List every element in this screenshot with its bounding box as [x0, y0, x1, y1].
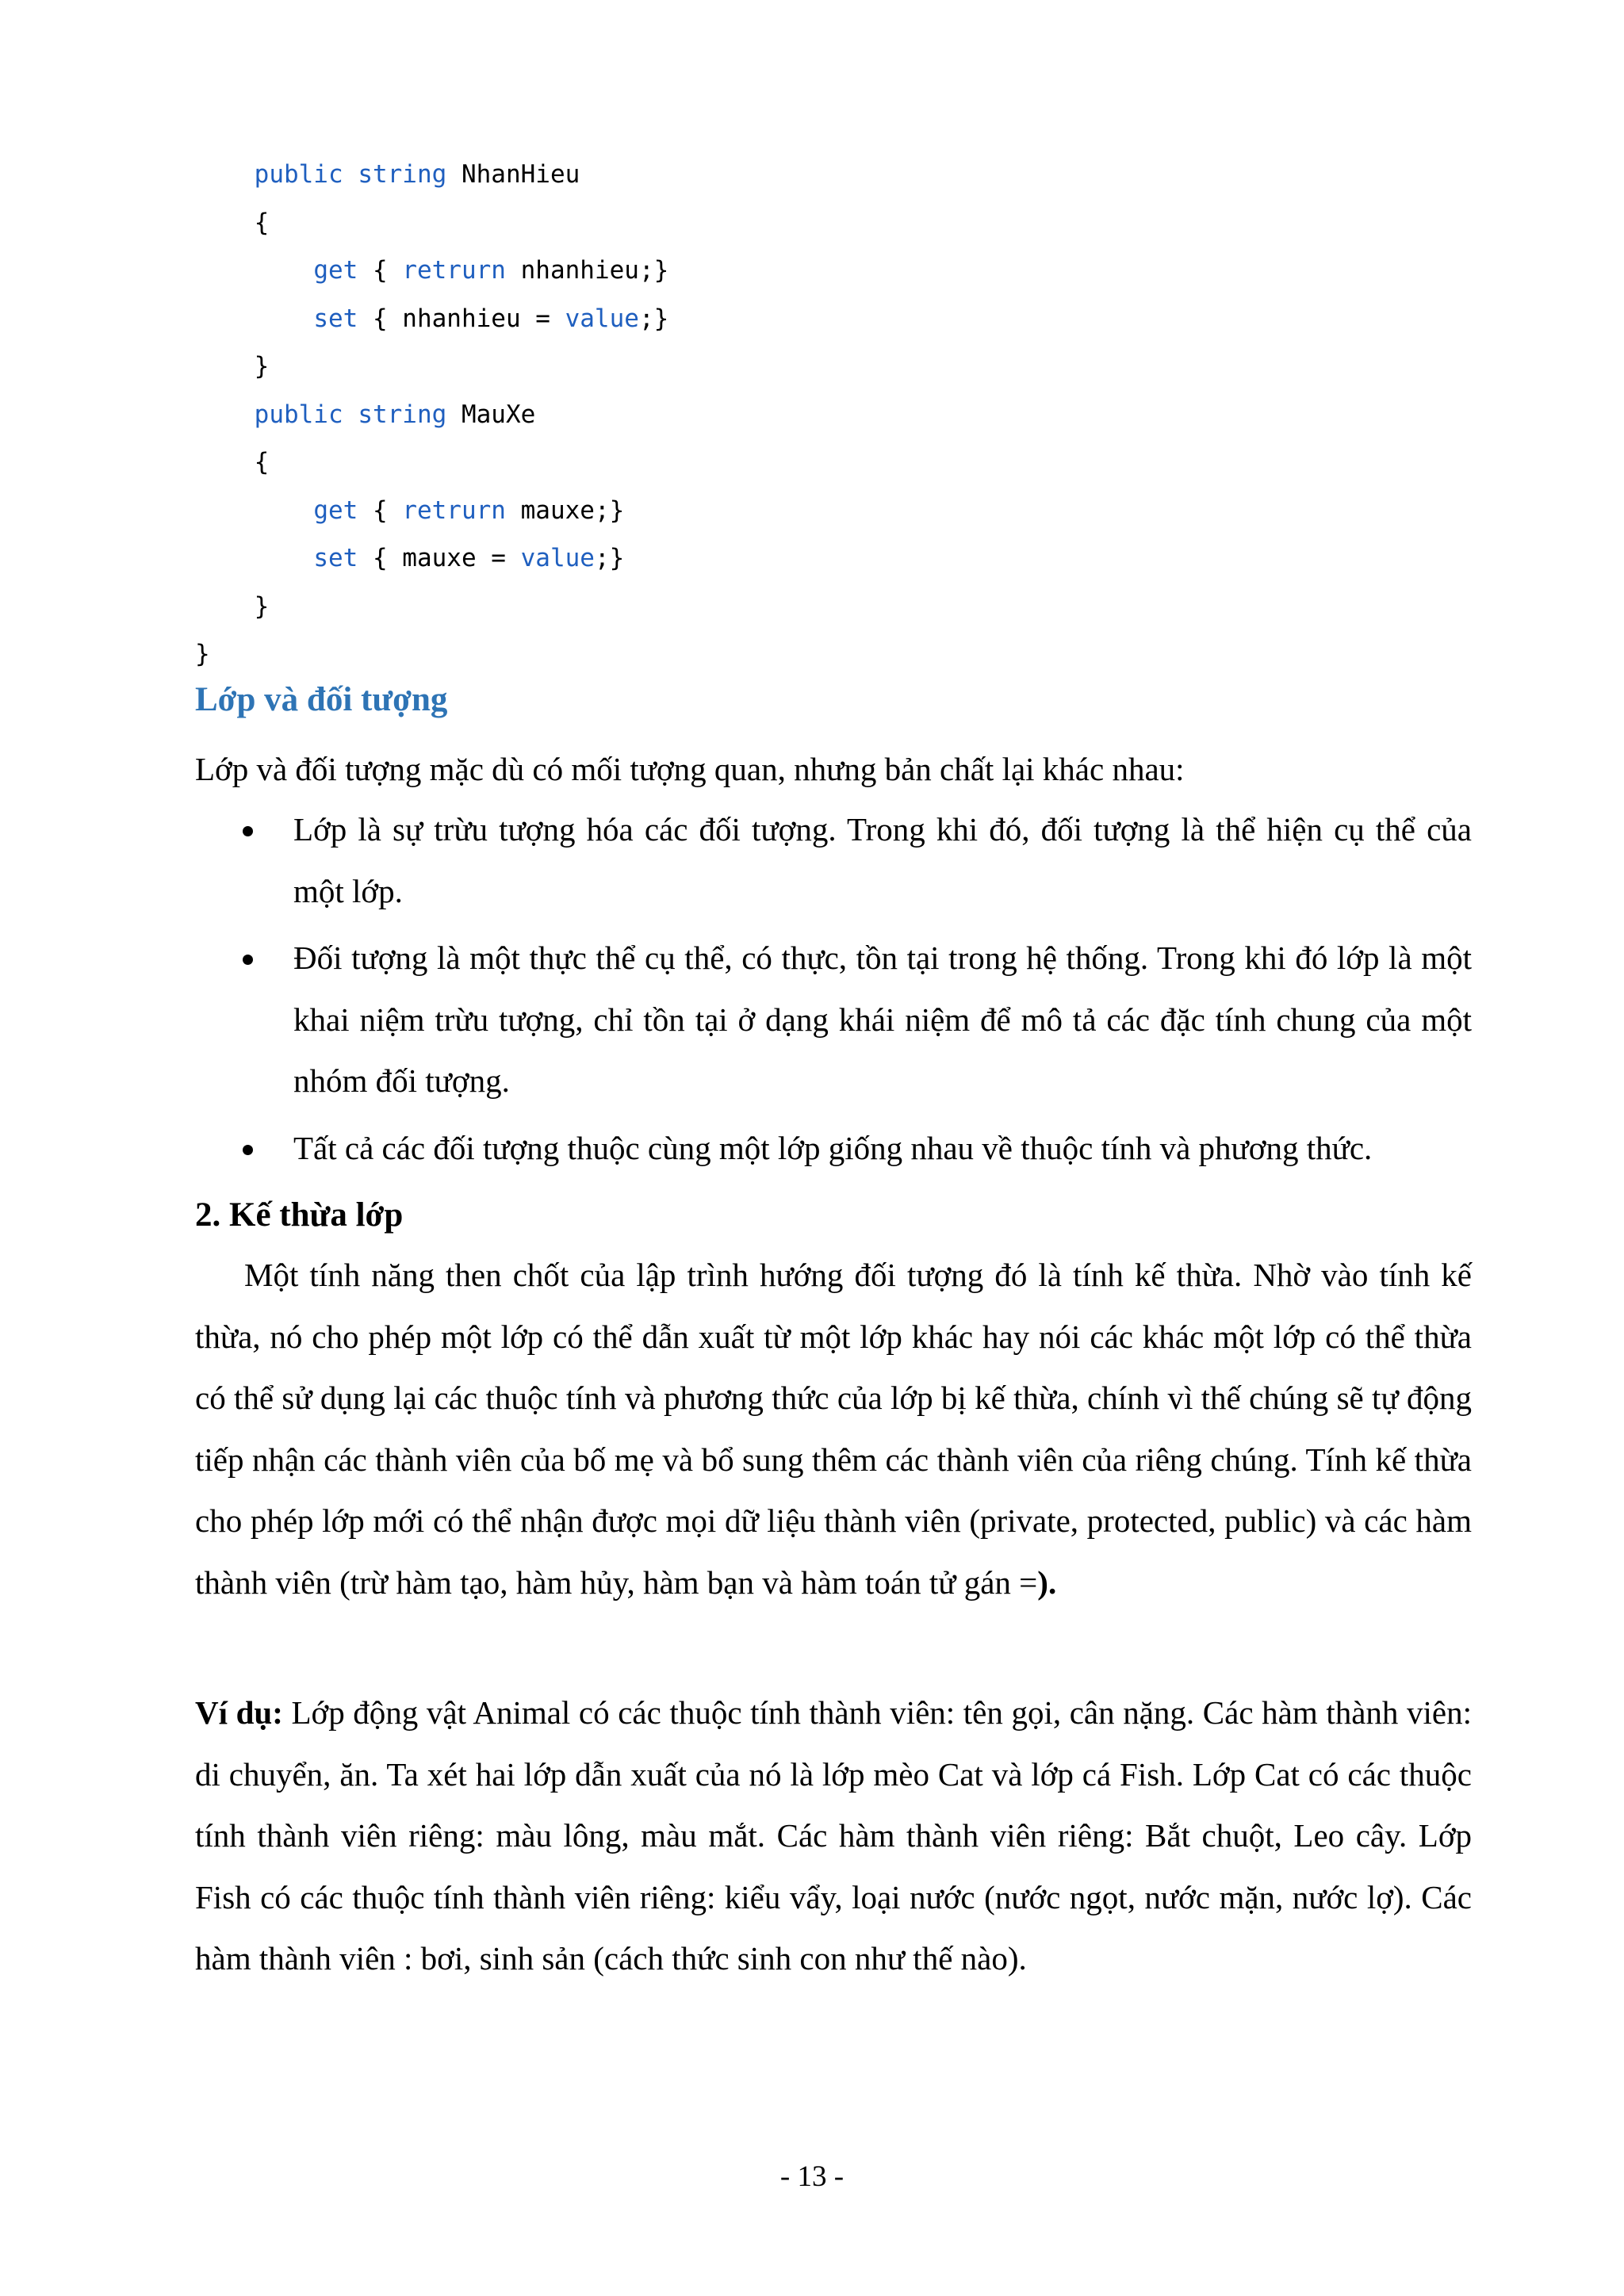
inheritance-paragraph [195, 1245, 1472, 1613]
example-label: Ví dụ: [195, 1694, 283, 1731]
code-keyword: string [358, 160, 447, 189]
code-line [195, 438, 668, 487]
code-line [195, 247, 668, 295]
bullet-icon [243, 955, 253, 965]
code-line [195, 534, 668, 583]
bullet-item [195, 928, 1472, 1112]
code-text: } [254, 352, 270, 381]
page-number: - 13 - [779, 2160, 845, 2193]
example-paragraph [195, 1682, 1472, 1990]
code-text: { mauxe = [358, 544, 521, 572]
code-line [195, 487, 668, 535]
code-line [195, 295, 668, 343]
code-text: NhanHieu [446, 160, 580, 189]
code-line [195, 391, 668, 439]
example-text: Lớp động vật Animal có các thuộc tính thành viên: tên gọi, cân nặng. Các hàm thành viên: di chuyển, ăn. Ta xét hai lớp dẫn xuất của nó là lớp mèo Cat và lớp cá Fish. Lớp Cat có các thuộc tính thành viên riêng: màu lông, màu mắt. Các hàm thành viên riêng: Bắt chuột, Leo cây. Lớp Fish có các thuộc tính thành viên riêng: kiểu vẩy, loại nước (nước ngọt, nước mặn, nước lợ). Các hàm thành viên : bơi, sinh sản (cách thức sinh con như thế nào). [195, 1694, 1472, 1976]
code-line [195, 151, 668, 199]
code-block [195, 151, 668, 679]
bullet-item [195, 799, 1472, 922]
bullet-icon [243, 826, 253, 836]
code-keyword: get [313, 496, 358, 525]
code-text [343, 160, 358, 189]
code-text: { [254, 208, 270, 237]
code-text: ;} [638, 304, 669, 333]
code-text [343, 400, 358, 429]
code-text: } [254, 591, 270, 621]
intro-paragraph: Lớp và đối tượng mặc dù có mối tượng quan, nhưng bản chất lại khác nhau: [195, 751, 1185, 787]
code-text: MauXe [446, 400, 536, 429]
bullet-text: Đối tượng là một thực thể cụ thể, có thực, tồn tại trong hệ thống. Trong khi đó lớp là một khai niệm trừu tượng, chỉ tồn tại ở dạng khái niệm để mô tả các đặc tính chung của một nhóm đối tượng. [293, 939, 1472, 1099]
code-text: nhanhieu;} [505, 256, 669, 285]
code-keyword: set [313, 544, 358, 572]
code-keyword: value [565, 304, 639, 333]
section-heading-class-object: Lớp và đối tượng [195, 681, 448, 718]
code-text: mauxe;} [505, 496, 625, 525]
section-heading-inheritance: 2. Kế thừa lớp [195, 1196, 404, 1234]
bullet-list [195, 799, 1472, 1184]
code-keyword: string [358, 400, 447, 429]
code-line [195, 630, 668, 679]
code-line [195, 342, 668, 391]
code-text: { [358, 256, 403, 285]
inheritance-text-end: ). [1037, 1563, 1057, 1601]
code-keyword: value [520, 544, 595, 572]
bullet-text: Lớp là sự trừu tượng hóa các đối tượng. Trong khi đó, đối tượng là thể hiện cụ thể của một lớp. [293, 811, 1472, 909]
code-line [195, 583, 668, 631]
code-keyword: get [313, 256, 358, 285]
code-text: { [358, 496, 403, 525]
code-text: } [195, 640, 210, 668]
code-keyword: set [313, 304, 358, 333]
inheritance-text: Một tính năng then chốt của lập trình hướng đối tượng đó là tính kế thừa. Nhờ vào tính kế thừa, nó cho phép một lớp có thể dẫn xuất từ một lớp khác hay nói các khác một lớp có thể thừa có thể sử dụng lại các thuộc tính và phương thức của lớp bị kế thừa, chính vì thế chúng sẽ tự động tiếp nhận các thành viên của bố mẹ và bổ sung thêm các thành viên của riêng chúng. Tính kế thừa cho phép lớp mới có thể nhận được mọi dữ liệu thành viên (private, protected, public) và các hàm thành viên (trừ hàm tạo, hàm hủy, hàm bạn và hàm toán tử gán = [195, 1257, 1472, 1601]
bullet-icon [243, 1145, 253, 1155]
code-text: { [254, 448, 270, 476]
bullet-text: Tất cả các đối tượng thuộc cùng một lớp giống nhau về thuộc tính và phương thức. [293, 1129, 1373, 1166]
bullet-item [195, 1118, 1472, 1180]
code-keyword: public [254, 160, 343, 189]
code-line [195, 199, 668, 247]
code-text: ;} [594, 544, 625, 572]
code-text: { nhanhieu = [358, 304, 565, 333]
code-keyword: public [254, 400, 343, 429]
code-keyword: retrurn [402, 256, 506, 285]
code-keyword: retrurn [402, 496, 506, 525]
